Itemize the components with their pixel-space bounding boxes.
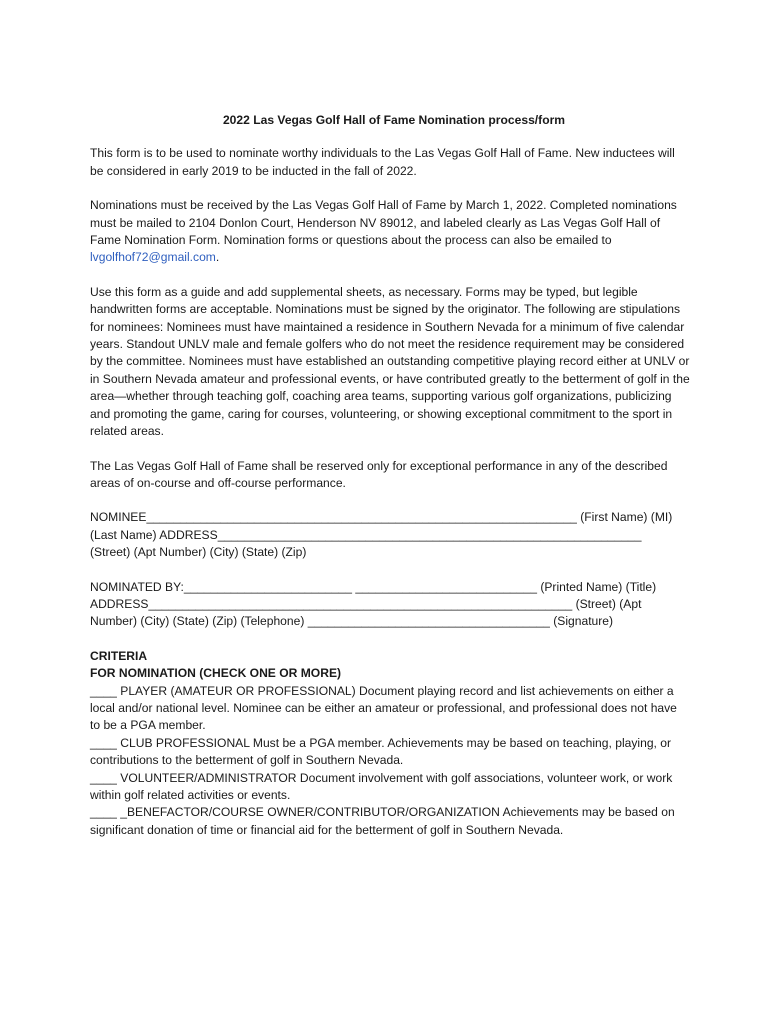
reserved-paragraph: The Las Vegas Golf Hall of Fame shall be reserved only for exceptional performance in any of the described areas of on-course and off-course performance. [90,458,668,490]
nominator-contact-signature-field[interactable]: Number) (City) (State) (Zip) (Telephone) ____________________________________ (Signature) [90,614,614,629]
criteria-subheading: FOR NOMINATION (CHECK ONE OR MORE) [90,666,342,681]
email-link[interactable]: lvgolfhof72@gmail.com [90,250,216,265]
nominee-name-field[interactable]: NOMINEE________________________________________________________________ (First Name) (MI) [90,510,673,525]
nominator-section [90,579,690,631]
guide-paragraph: Use this form as a guide and add supplemental sheets, as necessary. Forms may be typed, but legible handwritten forms are acceptable. Nominations must be signed by the originator. The following are stipulations for nominees: Nominees must have maintained a residence in Southern Nevada for a minimum of five calendar years. Standout UNLV male and female golfers who do not meet the residence requirement may be considered by the committee. Nominees must have established an outstanding competitive playing record either at UNLV or in Southern Nevada amateur and professional events, or have contributed greatly to the betterment of golf in the area—whether through teaching golf, coaching area teams, supporting various golf organizations, publicizing and promoting the game, caring for courses, volunteering, or showing exceptional commitment to the sport in related areas. [90,284,690,439]
deadline-paragraph [90,197,690,267]
intro-paragraph: This form is to be used to nominate worthy individuals to the Las Vegas Golf Hall of Fame. New inductees will be considered in early 2019 to be inducted in the fall of 2022. [90,146,675,178]
deadline-text: Nominations must be received by the Las Vegas Golf Hall of Fame by March 1, 2022. Completed nominations must be mailed to 2104 Donlon Court, Henderson NV 89012, and labeled clearly as Las Vegas Golf Hall of Fame Nomination Form. Nomination forms or questions about the process can also be emailed to [90,198,677,248]
document-body [90,112,690,856]
nominee-section [90,509,690,561]
criteria-section [90,648,690,839]
document-title: 2022 Las Vegas Golf Hall of Fame Nomination process/form [222,113,566,127]
nominee-address-labels: (Street) (Apt Number) (City) (State) (Zip) [90,545,307,560]
criteria-player-option[interactable]: ____ PLAYER (AMATEUR OR PROFESSIONAL) Document playing record and list achievements on either a local and/or national level. Nominee can be either an amateur or professional, and professional does not have to be a PGA member. [90,683,677,733]
nominator-name-field[interactable]: NOMINATED BY:_________________________ ___________________________ (Printed Name) (Title) [90,579,657,594]
criteria-heading: CRITERIA [90,648,148,663]
criteria-benefactor-option[interactable]: ____ _BENEFACTOR/COURSE OWNER/CONTRIBUTOR/ORGANIZATION Achievements may be based on significant donation of time or financial aid for the betterment of golf in Southern Nevada. [90,805,675,837]
criteria-club-pro-option[interactable]: ____ CLUB PROFESSIONAL Must be a PGA member. Achievements may be based on teaching, playing, or contributions to the betterment of golf in Southern Nevada. [90,735,672,768]
nominee-address-field[interactable]: (Last Name) ADDRESS_______________________________________________________________ [90,527,642,542]
nominator-address-field[interactable]: ADDRESS_______________________________________________________________ (Street) (Apt [90,596,642,611]
deadline-text-end: . [215,250,220,265]
criteria-volunteer-option[interactable]: ____ VOLUNTEER/ADMINISTRATOR Document involvement with golf associations, volunteer work, or work within golf related activities or events. [90,770,673,802]
